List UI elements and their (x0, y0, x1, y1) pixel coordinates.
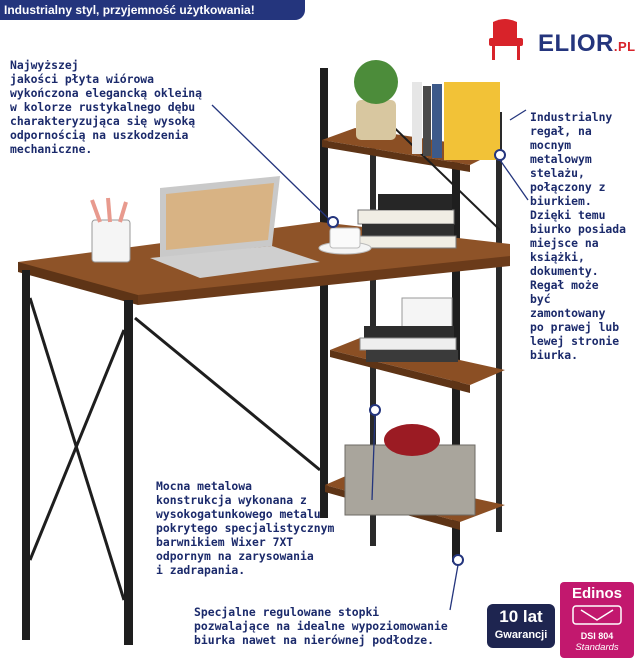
edinos-sub: Standards (575, 642, 619, 653)
header-banner: Industrialny styl, przyjemność użytkowania! (0, 0, 305, 20)
edinos-code: DSI 804 (580, 631, 614, 641)
note-shelf: Industrialny regał, na mocnym metalowym stelażu, połączony z biurkiem. Dzięki temu biurko posiada miejsce na książki, dokumenty. Regał może być zamontowany po prawej lub lewej stronie biurka. (530, 110, 627, 362)
note-worktop: Najwyższej jakości płyta wiórowa wykończona elegancką okleiną w kolorze rustykalnego dębu charakteryzująca się wysoką odpornością na uszkodzenia mechaniczne. (10, 58, 203, 156)
note-feet: Specjalne regulowane stopki pozwalające na idealne wypoziomowanie biurka nawet na nierównej podłodze. (194, 605, 448, 647)
brand-name: ELIOR (538, 30, 614, 57)
warranty-badge (487, 604, 555, 648)
edinos-emblem-icon (567, 604, 627, 626)
brand-suffix: .PL (613, 39, 636, 54)
edinos-title: Edinos (571, 585, 622, 602)
edinos-badge (560, 582, 634, 658)
warranty-label: Gwarancji (494, 629, 548, 641)
warranty-years: 10 lat (499, 607, 543, 626)
note-frame: Mocna metalowa konstrukcja wykonana z wysokogatunkowego metalu pokrytego specjalistycznym barwnikiem Wixer 7XT odpornym na zarysowania i zadrapania. (156, 479, 335, 577)
